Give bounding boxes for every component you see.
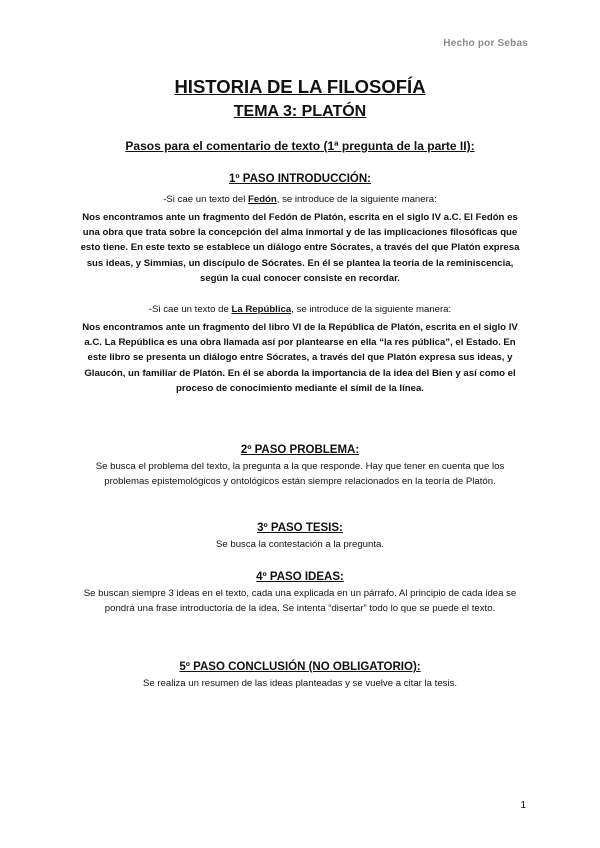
republica-intro [74, 302, 526, 317]
document-subtitle: TEMA 3: PLATÓN [233, 103, 367, 120]
republica-paragraph: Nos encontramos ante un fragmento del libro VI de la República de Platón, escrita en el siglo IV a.C. La República es una obra llamada así por plantearse en ella “la res pública”, el Estado. En este libro se presenta un diálogo entre Sócrates, a través del que Platón expresa sus ideas, y Glaucón, un familiar de Platón. En él se aborda la importancia de la idea del Bien y así como el proceso de conocimiento mediante el símil de la línea. [82, 322, 518, 394]
step5-section [74, 660, 526, 691]
fedon-intro-post: , se introduce de la siguiente manera: [276, 194, 437, 205]
author-note: Hecho por Sebas [443, 38, 528, 49]
page-number: 1 [520, 800, 526, 811]
fedon-intro [74, 192, 526, 207]
republica-intro-post: , se introduce de la siguiente manera: [291, 304, 452, 316]
step1-section [74, 172, 526, 396]
step2-heading: 2º PASO PROBLEMA: [240, 444, 360, 456]
instructions-heading: Pasos para el comentario de texto (1ª pregunta de la parte II): [125, 139, 475, 153]
republica-intro-pre: -Si cae un texto de [148, 304, 232, 316]
step4-section [74, 570, 526, 616]
step1-heading: 1º PASO INTRODUCCIÓN: [229, 173, 371, 185]
fedon-paragraph: Nos encontramos ante un fragmento del Fedón de Platón, escrita en el siglo IV a.C. El Fedón es una obra que trata sobre la concepción del alma inmortal y de las implicaciones filosóficas que esto tiene. En este texto se establece un diálogo entre Sócrates, a través del que Platón expresa sus ideas, y Simmias, un discípulo de Sócrates. En él se plantea la teoría de la reminiscencia, según la cual conocer consiste en recordar. [80, 212, 520, 284]
step3-section [74, 521, 526, 552]
step4-heading: 4º PASO IDEAS: [256, 571, 344, 583]
step2-section [74, 443, 526, 489]
document-title: HISTORIA DE LA FILOSOFÍA [174, 76, 426, 97]
republica-title: La República [231, 304, 292, 316]
step4-paragraph: Se buscan siempre 3 ideas en el texto, cada una explicada en un párrafo. Al principio de cada idea se pondrá una frase introductoria de la idea. Se intenta “disertar” todo lo que se puede el texto. [83, 588, 517, 615]
fedon-intro-pre: -Si cae un texto del [163, 194, 248, 205]
step3-paragraph: Se busca la contestación a la pregunta. [215, 539, 384, 550]
fedon-title: Fedón [248, 194, 277, 205]
step5-paragraph: Se realiza un resumen de las ideas planteadas y se vuelve a citar la tesis. [142, 678, 458, 689]
step2-paragraph: Se busca el problema del texto, la pregunta a la que responde. Hay que tener en cuenta que los problemas epistemológicos y ontológicos están siempre relacionados en la teoría de Platón. [95, 461, 505, 488]
step3-heading: 3º PASO TESIS: [257, 522, 343, 534]
step5-heading: 5º PASO CONCLUSIÓN (NO OBLIGATORIO): [179, 661, 421, 673]
